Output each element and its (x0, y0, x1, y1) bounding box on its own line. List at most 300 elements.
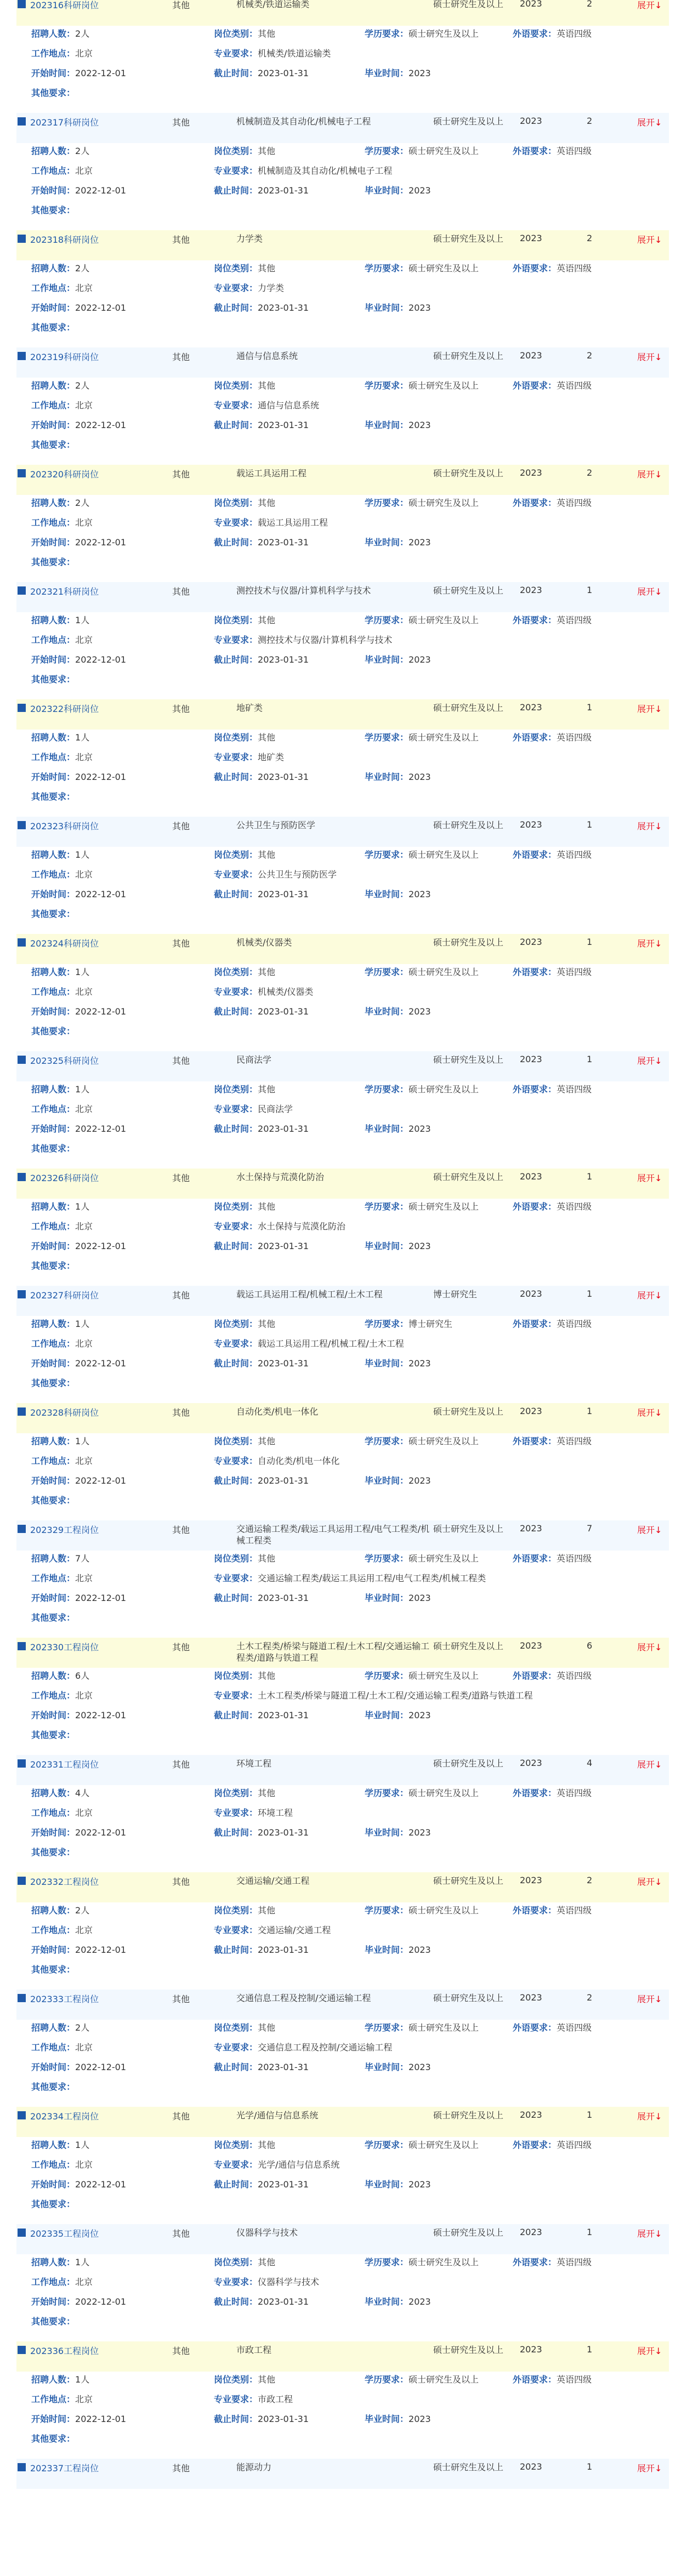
detail-edu-req (365, 1436, 479, 1447)
detail-start (31, 537, 126, 548)
job-headcount: 7 (587, 1523, 593, 1534)
detail-grad (365, 654, 431, 665)
detail-value: 2023 (408, 654, 431, 665)
job-details (16, 1668, 669, 1755)
bullet-square-icon (18, 1173, 26, 1181)
detail-edu-req (365, 850, 479, 860)
job-row (16, 1872, 669, 1990)
detail-label: 开始时间： (31, 303, 76, 313)
detail-value: 硕士研究生及以上 (408, 2140, 479, 2150)
detail-value: 英语四级 (557, 263, 592, 273)
detail-value: 2人 (75, 146, 90, 156)
detail-post-cat (214, 1201, 275, 1212)
detail-post-cat (214, 615, 275, 626)
expand-toggle[interactable]: 展开↓ (637, 1759, 662, 1770)
detail-location (31, 752, 93, 763)
expand-toggle[interactable]: 展开↓ (637, 117, 662, 128)
expand-toggle[interactable]: 展开↓ (637, 938, 662, 949)
expand-toggle[interactable]: 展开↓ (637, 352, 662, 362)
detail-edu-req (365, 967, 479, 978)
detail-label: 截止时间： (214, 1358, 258, 1369)
job-major: 交通运输工程类/载运工具运用工程/电气工程类/机械工程类 (236, 1524, 430, 1546)
detail-label: 截止时间： (214, 68, 258, 78)
detail-start (31, 1710, 126, 1721)
job-headcount: 2 (587, 468, 593, 478)
job-category: 其他 (172, 2346, 190, 2356)
job-header[interactable] (16, 2341, 669, 2372)
detail-value: 英语四级 (557, 1905, 592, 1916)
detail-grad (365, 889, 431, 900)
job-name-link[interactable]: 202316科研岗位 (30, 0, 99, 10)
job-details (16, 2137, 669, 2224)
detail-deadline (214, 1945, 309, 1956)
detail-grad (365, 1827, 431, 1838)
detail-edu-req (365, 1788, 479, 1799)
detail-label: 截止时间： (214, 1945, 258, 1955)
job-headcount: 1 (587, 2344, 593, 2355)
detail-label: 其他要求： (31, 1143, 76, 1154)
job-header[interactable] (16, 1051, 669, 1081)
job-row (16, 465, 669, 582)
job-header[interactable] (16, 230, 669, 260)
job-header[interactable] (16, 2224, 669, 2254)
job-row (16, 2224, 669, 2341)
expand-toggle[interactable]: 展开↓ (637, 1994, 662, 2004)
detail-location (31, 1456, 93, 1467)
detail-value: 英语四级 (557, 2257, 592, 2267)
detail-other (31, 2316, 75, 2327)
detail-value: 硕士研究生及以上 (408, 615, 479, 625)
detail-value: 硕士研究生及以上 (408, 2257, 479, 2267)
detail-label: 工作地点： (31, 1221, 76, 1232)
detail-value: 英语四级 (557, 1671, 592, 1681)
detail-value: 7人 (75, 1553, 90, 1564)
expand-toggle[interactable]: 展开↓ (637, 1877, 662, 1887)
detail-label: 专业要求： (214, 517, 258, 528)
detail-value: 硕士研究生及以上 (408, 850, 479, 860)
detail-post-cat (214, 1319, 275, 1330)
detail-value: 硕士研究生及以上 (408, 1436, 479, 1446)
detail-label: 开始时间： (31, 654, 76, 665)
detail-value: 北京 (75, 1690, 93, 1701)
expand-toggle[interactable]: 展开↓ (637, 1407, 662, 1418)
detail-label: 学历要求： (365, 146, 409, 156)
job-header[interactable] (16, 2459, 669, 2489)
detail-value: 2023 (408, 420, 431, 430)
job-name-link[interactable]: 202323科研岗位 (30, 821, 99, 831)
job-header[interactable] (16, 1990, 669, 2020)
detail-label: 毕业时间： (365, 1124, 409, 1134)
detail-label: 招聘人数： (31, 2022, 76, 2033)
job-details (16, 612, 669, 699)
job-header[interactable] (16, 113, 669, 143)
detail-location (31, 1690, 93, 1701)
expand-toggle[interactable]: 展开↓ (637, 1642, 662, 1652)
job-name-link[interactable]: 202322科研岗位 (30, 704, 99, 714)
job-name-link[interactable]: 202318科研岗位 (30, 235, 99, 245)
detail-start (31, 303, 126, 314)
job-row (16, 230, 669, 347)
job-name-link[interactable]: 202319科研岗位 (30, 352, 99, 362)
detail-label: 学历要求： (365, 615, 409, 625)
detail-post-cat (214, 1905, 275, 1916)
detail-value: 2023 (408, 1827, 431, 1838)
detail-value: 1人 (75, 2140, 90, 2150)
expand-toggle[interactable]: 展开↓ (637, 0, 662, 10)
job-header[interactable] (16, 1169, 669, 1199)
detail-label: 学历要求： (365, 1905, 409, 1916)
job-details (16, 730, 669, 817)
job-education: 硕士研究生及以上 (433, 1406, 504, 1417)
expand-toggle[interactable]: 展开↓ (637, 2463, 662, 2474)
job-header[interactable] (16, 1872, 669, 1902)
job-name-link[interactable]: 202332工程岗位 (30, 1877, 99, 1887)
detail-value: 北京 (75, 1221, 93, 1232)
detail-grad (365, 68, 431, 79)
job-year: 2023 (520, 233, 542, 243)
detail-label: 学历要求： (365, 2374, 409, 2385)
detail-label: 截止时间： (214, 889, 258, 899)
detail-grad (365, 1710, 431, 1721)
expand-toggle[interactable]: 展开↓ (637, 469, 662, 480)
detail-value: 2023 (408, 1475, 431, 1486)
job-education: 硕士研究生及以上 (433, 1172, 504, 1182)
job-name-link[interactable]: 202336工程岗位 (30, 2346, 99, 2356)
detail-value: 2022-12-01 (75, 2062, 126, 2072)
job-header[interactable] (16, 1403, 669, 1433)
job-header[interactable] (16, 465, 669, 495)
detail-value: 2023 (408, 185, 431, 196)
detail-start (31, 2414, 126, 2425)
expand-toggle[interactable]: 展开↓ (637, 235, 662, 245)
detail-label: 其他要求： (31, 1378, 76, 1388)
detail-label: 其他要求： (31, 440, 76, 450)
detail-value: 2022-12-01 (75, 1593, 126, 1603)
detail-label: 岗位类别： (214, 2022, 258, 2033)
detail-value: 2人 (75, 380, 90, 391)
job-education: 硕士研究生及以上 (433, 468, 504, 478)
detail-edu-req (365, 1319, 452, 1330)
job-name-link[interactable]: 202337工程岗位 (30, 2463, 99, 2474)
job-row (16, 1169, 669, 1286)
detail-value: 公共卫生与预防医学 (258, 869, 337, 880)
detail-value: 2023 (408, 1006, 431, 1017)
job-name-link[interactable]: 202317科研岗位 (30, 117, 99, 128)
detail-label: 外语要求： (513, 2022, 557, 2033)
detail-label: 岗位类别： (214, 263, 258, 273)
detail-major-req (214, 635, 392, 646)
job-category: 其他 (172, 586, 190, 597)
detail-value: 硕士研究生及以上 (408, 498, 479, 508)
detail-value: 2023-01-31 (258, 1475, 309, 1486)
job-row (16, 1286, 669, 1403)
detail-label: 工作地点： (31, 517, 76, 528)
bullet-square-icon (18, 1407, 26, 1416)
detail-lang (513, 1436, 592, 1447)
detail-major-req (214, 1338, 404, 1349)
detail-label: 开始时间： (31, 1827, 76, 1838)
detail-value: 2人 (75, 498, 90, 508)
detail-major-req (214, 1573, 486, 1584)
expand-toggle[interactable]: 展开↓ (637, 1290, 662, 1301)
job-education: 硕士研究生及以上 (433, 585, 504, 596)
detail-grad (365, 185, 431, 196)
detail-label: 毕业时间： (365, 420, 409, 430)
job-major: 交通运输/交通工程 (236, 1876, 310, 1886)
expand-toggle[interactable]: 展开↓ (637, 2111, 662, 2122)
detail-deadline (214, 1710, 309, 1721)
detail-value: 2023 (408, 772, 431, 782)
job-name-link[interactable]: 202325科研岗位 (30, 1056, 99, 1066)
expand-toggle[interactable]: 展开↓ (637, 2229, 662, 2239)
job-category: 其他 (172, 1056, 190, 1066)
detail-label: 专业要求： (214, 1573, 258, 1583)
detail-label: 其他要求： (31, 1964, 76, 1975)
detail-label: 其他要求： (31, 1730, 76, 1740)
detail-edu-req (365, 1905, 479, 1916)
detail-start (31, 1827, 126, 1838)
detail-location (31, 1338, 93, 1349)
job-row (16, 113, 669, 230)
job-row (16, 2459, 669, 2576)
detail-label: 毕业时间： (365, 1710, 409, 1720)
detail-value: 硕士研究生及以上 (408, 263, 479, 273)
detail-lang (513, 263, 592, 274)
job-name-link[interactable]: 202321科研岗位 (30, 586, 99, 597)
detail-label: 专业要求： (214, 752, 258, 762)
detail-label: 毕业时间： (365, 2296, 409, 2307)
detail-deadline (214, 1006, 309, 1017)
detail-deadline (214, 1241, 309, 1252)
detail-label: 外语要求： (513, 146, 557, 156)
detail-label: 其他要求： (31, 2433, 76, 2444)
job-headcount: 1 (587, 1289, 593, 1299)
detail-location (31, 2277, 93, 2288)
detail-value: 北京 (75, 1925, 93, 1935)
detail-edu-req (365, 2257, 479, 2268)
detail-value: 其他 (258, 1201, 276, 1212)
job-name-link[interactable]: 202331工程岗位 (30, 1759, 99, 1770)
detail-value: 2023-01-31 (258, 772, 309, 782)
detail-label: 招聘人数： (31, 850, 76, 860)
job-header[interactable] (16, 1755, 669, 1785)
bullet-square-icon (18, 1290, 26, 1298)
detail-label: 招聘人数： (31, 146, 76, 156)
detail-post-cat (214, 2140, 275, 2151)
detail-label: 工作地点： (31, 987, 76, 997)
job-education: 硕士研究生及以上 (433, 351, 504, 361)
detail-label: 外语要求： (513, 1671, 557, 1681)
detail-value: 6人 (75, 1671, 90, 1681)
detail-label: 外语要求： (513, 29, 557, 39)
detail-label: 其他要求： (31, 1847, 76, 1857)
detail-deadline (214, 1358, 309, 1369)
job-header[interactable] (16, 582, 669, 612)
job-name-link[interactable]: 202330工程岗位 (30, 1642, 99, 1652)
detail-start (31, 68, 126, 79)
detail-post-cat (214, 2374, 275, 2385)
job-header[interactable] (16, 1520, 669, 1551)
detail-label: 招聘人数： (31, 498, 76, 508)
detail-value: 仪器科学与技术 (258, 2277, 320, 2287)
detail-value: 其他 (258, 1319, 276, 1329)
detail-lang (513, 498, 592, 509)
job-category: 其他 (172, 1759, 190, 1770)
detail-label: 学历要求： (365, 850, 409, 860)
detail-location (31, 2394, 93, 2405)
detail-edu-req (365, 2374, 479, 2385)
job-year: 2023 (520, 585, 542, 595)
detail-count (31, 1671, 89, 1682)
detail-label: 招聘人数： (31, 1201, 76, 1212)
detail-lang (513, 1671, 592, 1682)
detail-value: 北京 (75, 752, 93, 762)
detail-label: 其他要求： (31, 2082, 76, 2092)
job-name-link[interactable]: 202327科研岗位 (30, 1290, 99, 1301)
detail-label: 开始时间： (31, 420, 76, 430)
job-header[interactable] (16, 2107, 669, 2137)
job-education: 硕士研究生及以上 (433, 116, 504, 127)
detail-label: 岗位类别： (214, 498, 258, 508)
job-headcount: 2 (587, 233, 593, 243)
job-year: 2023 (520, 2227, 542, 2237)
detail-count (31, 1319, 89, 1330)
detail-count (31, 1201, 89, 1212)
detail-value: 2人 (75, 263, 90, 273)
detail-edu-req (365, 2022, 479, 2033)
detail-value: 2023-01-31 (258, 654, 309, 665)
detail-label: 截止时间： (214, 1475, 258, 1486)
detail-start (31, 1475, 126, 1486)
detail-value: 通信与信息系统 (258, 400, 320, 411)
detail-edu-req (365, 29, 479, 39)
expand-toggle[interactable]: 展开↓ (637, 586, 662, 597)
job-name-link[interactable]: 202333工程岗位 (30, 1994, 99, 2004)
detail-value: 2023 (408, 1241, 431, 1251)
detail-value: 英语四级 (557, 1553, 592, 1564)
detail-value: 2023-01-31 (258, 1593, 309, 1603)
expand-toggle[interactable]: 展开↓ (637, 704, 662, 714)
detail-value: 2022-12-01 (75, 1124, 126, 1134)
job-header[interactable] (16, 0, 669, 26)
detail-other (31, 1143, 75, 1154)
job-year: 2023 (520, 468, 542, 478)
detail-lang (513, 29, 592, 39)
detail-major-req (214, 517, 328, 528)
detail-grad (365, 2296, 431, 2307)
detail-post-cat (214, 850, 275, 860)
job-year: 2023 (520, 0, 542, 9)
job-name-link[interactable]: 202329工程岗位 (30, 1525, 99, 1535)
job-details (16, 1551, 669, 1638)
job-name-link[interactable]: 202334工程岗位 (30, 2111, 99, 2122)
detail-other (31, 205, 75, 216)
job-details (16, 1785, 669, 1872)
job-name-link[interactable]: 202324科研岗位 (30, 938, 99, 949)
detail-label: 其他要求： (31, 322, 76, 333)
detail-label: 岗位类别： (214, 1553, 258, 1564)
detail-label: 外语要求： (513, 850, 557, 860)
expand-toggle[interactable]: 展开↓ (637, 2346, 662, 2356)
detail-count (31, 1788, 89, 1799)
detail-post-cat (214, 967, 275, 978)
expand-toggle[interactable]: 展开↓ (637, 821, 662, 831)
detail-label: 岗位类别： (214, 29, 258, 39)
job-year: 2023 (520, 1875, 542, 1885)
detail-deadline (214, 772, 309, 783)
detail-major-req (214, 2042, 392, 2053)
job-major: 机械类/仪器类 (236, 937, 292, 948)
job-header[interactable] (16, 347, 669, 378)
job-name-link[interactable]: 202320科研岗位 (30, 469, 99, 480)
detail-post-cat (214, 1788, 275, 1799)
expand-toggle[interactable]: 展开↓ (637, 1525, 662, 1535)
expand-toggle[interactable]: 展开↓ (637, 1056, 662, 1066)
detail-deadline (214, 654, 309, 665)
detail-label: 招聘人数： (31, 1553, 76, 1564)
detail-label: 专业要求： (214, 48, 258, 59)
job-header[interactable] (16, 1638, 669, 1668)
job-header[interactable] (16, 934, 669, 964)
detail-label: 专业要求： (214, 1690, 258, 1701)
bullet-square-icon (18, 2111, 26, 2119)
job-name-link[interactable]: 202328科研岗位 (30, 1407, 99, 1418)
detail-value: 1人 (75, 732, 90, 743)
detail-label: 专业要求： (214, 1808, 258, 1818)
job-header[interactable] (16, 699, 669, 730)
detail-label: 外语要求： (513, 1905, 557, 1916)
detail-value: 2023 (408, 1710, 431, 1720)
detail-value: 北京 (75, 283, 93, 293)
job-details (16, 2020, 669, 2107)
detail-edu-req (365, 1201, 479, 1212)
detail-value: 英语四级 (557, 380, 592, 391)
detail-value: 2023-01-31 (258, 1710, 309, 1720)
expand-toggle[interactable]: 展开↓ (637, 1173, 662, 1183)
job-header[interactable] (16, 1286, 669, 1316)
detail-value: 北京 (75, 1573, 93, 1583)
job-headcount: 1 (587, 2461, 593, 2472)
detail-label: 外语要求： (513, 615, 557, 625)
detail-value: 硕士研究生及以上 (408, 146, 479, 156)
job-header[interactable] (16, 817, 669, 847)
job-education: 硕士研究生及以上 (433, 1524, 504, 1534)
detail-label: 学历要求： (365, 29, 409, 39)
job-name-link[interactable]: 202326科研岗位 (30, 1173, 99, 1183)
detail-label: 学历要求： (365, 380, 409, 391)
bullet-square-icon (18, 1877, 26, 1885)
detail-label: 毕业时间： (365, 185, 409, 196)
job-category: 其他 (172, 235, 190, 245)
detail-label: 毕业时间： (365, 1827, 409, 1838)
detail-label: 岗位类别： (214, 2374, 258, 2385)
job-headcount: 1 (587, 819, 593, 830)
detail-label: 岗位类别： (214, 732, 258, 743)
detail-label: 招聘人数： (31, 1436, 76, 1446)
detail-deadline (214, 1124, 309, 1135)
detail-label: 其他要求： (31, 791, 76, 802)
detail-label: 截止时间： (214, 185, 258, 196)
detail-location (31, 166, 93, 176)
detail-value: 2023 (408, 537, 431, 548)
job-category: 其他 (172, 1877, 190, 1887)
job-row (16, 1403, 669, 1520)
detail-label: 截止时间： (214, 303, 258, 313)
job-name-link[interactable]: 202335工程岗位 (30, 2229, 99, 2239)
detail-label: 专业要求： (214, 2394, 258, 2404)
detail-label: 毕业时间： (365, 1593, 409, 1603)
detail-label: 招聘人数： (31, 29, 76, 39)
